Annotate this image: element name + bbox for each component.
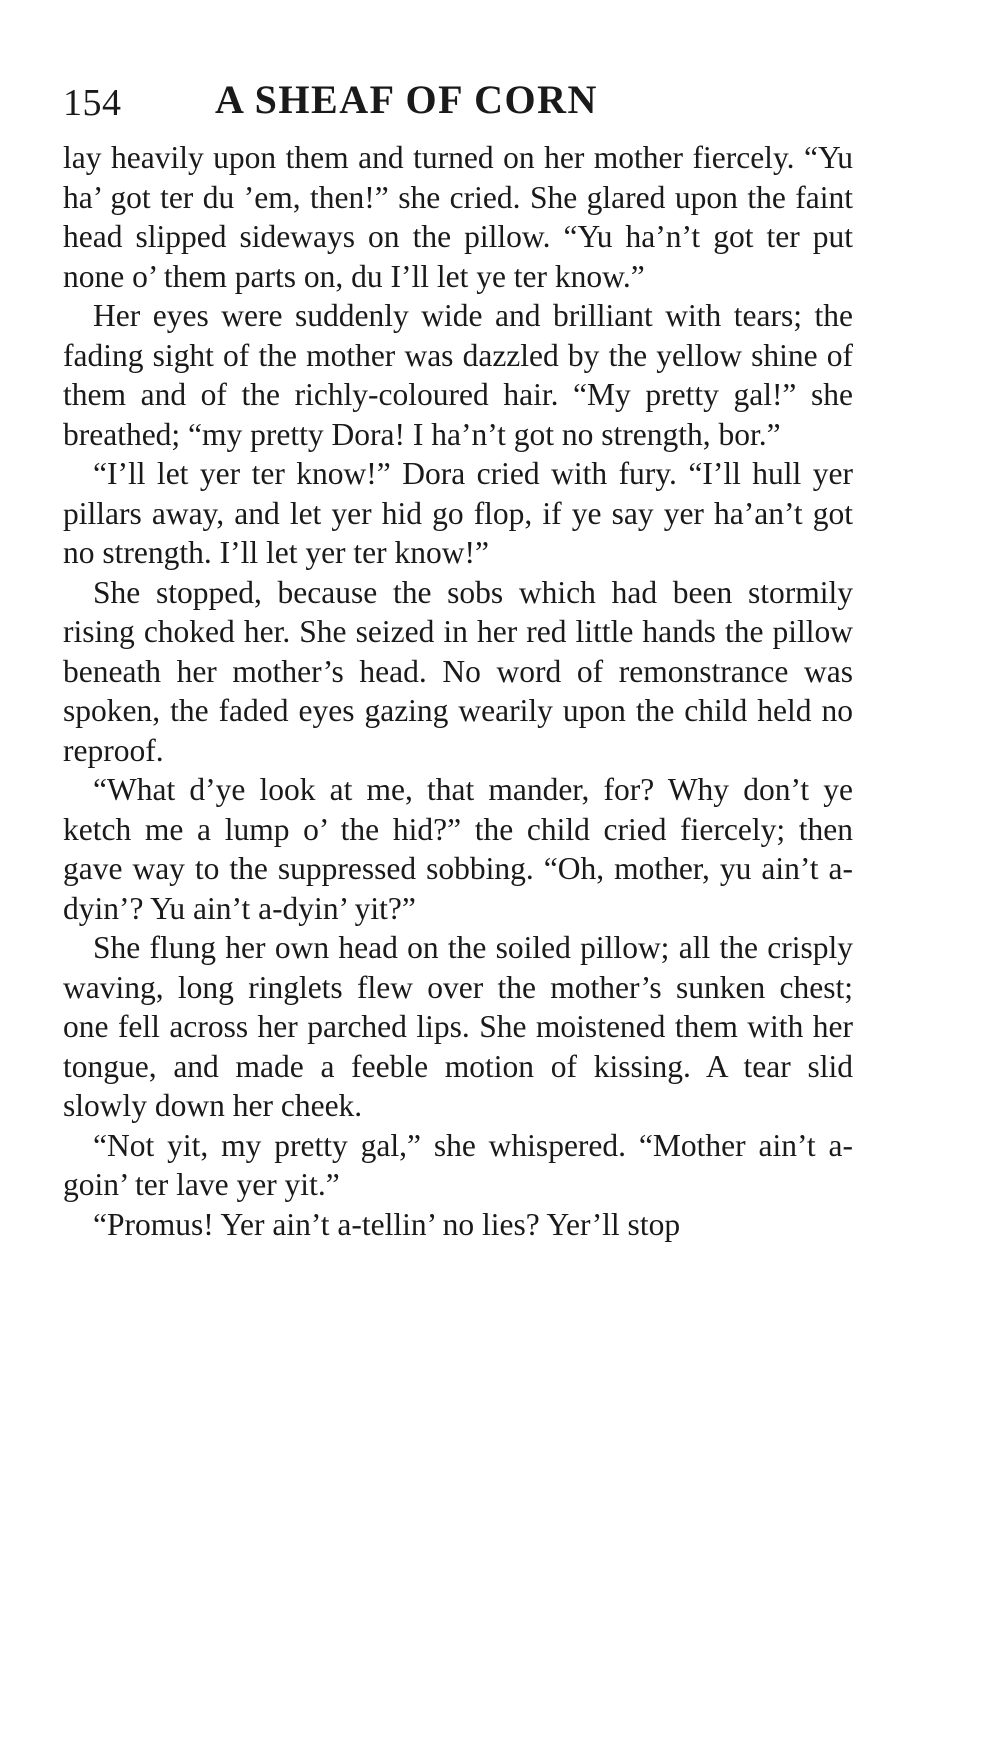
paragraph: “Promus! Yer ain’t a-tellin’ no lies? Yer’ll stop	[93, 1206, 681, 1242]
paragraph: “Not yit, my pretty gal,” she whispered. “Mother ain’t a-goin’ ter lave yer yit.”	[63, 1127, 853, 1202]
paragraph: “I’ll let yer ter know!” Dora cried with fury. “I’ll hull yer pillars away, and let yer hid go flop, if ye say yer ha’an’t got no strength. I’ll let yer ter know!”	[63, 456, 853, 570]
paragraph: “What d’ye look at me, that mander, for? Why don’t ye ketch me a lump o’ the hid?” the child cried fiercely; then gave way to the suppressed sobbing. “Oh, mother, yu ain’t a-dyin’? Yu ain’t a-dyin’ yit?”	[63, 772, 853, 926]
page-header	[63, 70, 853, 138]
body-text	[63, 138, 853, 1244]
page-number: 154	[63, 82, 122, 124]
paragraph: She stopped, because the sobs which had been stormily rising choked her. She seized in her red little hands the pillow beneath her mother’s head. No word of remonstrance was spoken, the faded eyes gazing wearily upon the child held no reproof.	[63, 574, 853, 768]
paragraph: She flung her own head on the soiled pillow; all the crisply waving, long ringlets flew over the mother’s sunken chest; one fell across her parched lips. She moistened them with her tongue, and made a feeble motion of kissing. A tear slid slowly down her cheek.	[63, 930, 853, 1123]
paragraph: Her eyes were suddenly wide and brilliant with tears; the fading sight of the mother was dazzled by the yellow shine of them and of the richly-coloured hair. “My pretty gal!” she breathed; “my pretty Dora! I ha’n’t got no strength, bor.”	[63, 298, 853, 452]
running-title: A SHEAF OF CORN	[215, 77, 598, 122]
book-page	[63, 70, 853, 1244]
paragraph: lay heavily upon them and turned on her mother fiercely. “Yu ha’ got ter du ’em, then!” she cried. She glared upon the faint head slipped sideways on the pillow. “Yu ha’n’t got ter put none o’ them parts on, du I’ll let ye ter know.”	[63, 140, 853, 294]
